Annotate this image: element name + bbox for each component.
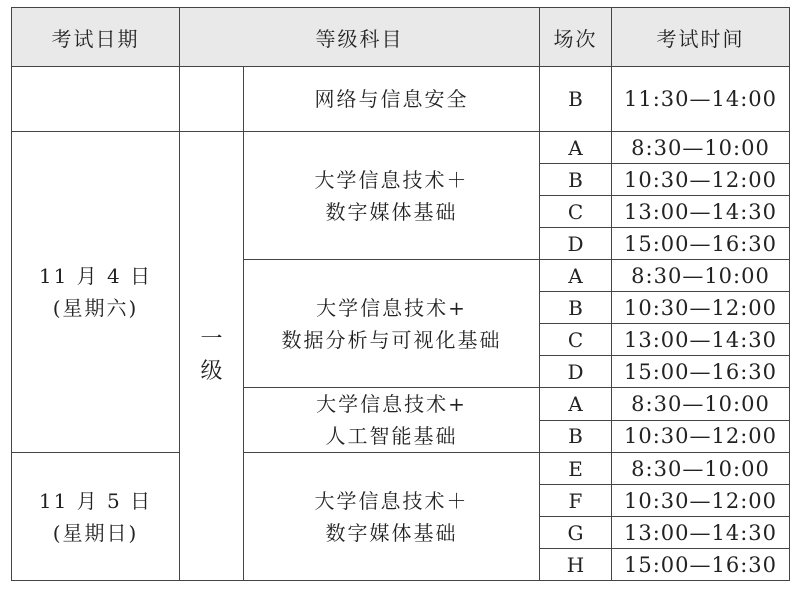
header-time: 考试时间 [612, 8, 790, 67]
date-cell-nov5 [12, 453, 180, 581]
subject-line: 数字媒体基础 [325, 520, 458, 545]
header-subject: 等级科目 [180, 8, 540, 67]
empty-date-cell [12, 67, 180, 132]
header-date: 考试日期 [12, 8, 180, 67]
table-row [12, 453, 790, 485]
time-cell: 15:00—16:30 [612, 228, 790, 260]
subject-cell [244, 132, 540, 260]
level-line: 一 [200, 327, 223, 352]
time-cell: 10:30—12:00 [612, 164, 790, 196]
subject-cell: 网络与信息安全 [244, 67, 540, 132]
subject-line: 大学信息技术+ [316, 295, 467, 320]
subject-cell [244, 260, 540, 388]
level-line: 级 [200, 359, 223, 384]
session-cell: F [540, 485, 612, 517]
subject-cell [244, 453, 540, 581]
time-cell: 8:30—10:00 [612, 260, 790, 292]
session-cell: G [540, 517, 612, 549]
session-cell: D [540, 356, 612, 388]
time-cell: 8:30—10:00 [612, 453, 790, 485]
date-line: 11 月 4 日 [38, 264, 153, 288]
time-cell: 15:00—16:30 [612, 549, 790, 581]
subject-line: 人工智能基础 [325, 424, 458, 448]
session-cell: C [540, 196, 612, 228]
session-cell: B [540, 292, 612, 324]
subject-line: 数据分析与可视化基础 [281, 327, 502, 352]
session-cell: A [540, 132, 612, 164]
time-cell: 8:30—10:00 [612, 132, 790, 164]
session-cell: A [540, 388, 612, 421]
session-cell: B [540, 164, 612, 196]
level-cell [180, 132, 244, 581]
time-cell: 10:30—12:00 [612, 420, 790, 453]
time-cell: 10:30—12:00 [612, 485, 790, 517]
header-row [12, 8, 790, 67]
time-cell: 13:00—14:30 [612, 324, 790, 356]
time-cell: 10:30—12:00 [612, 292, 790, 324]
empty-level-cell [180, 67, 244, 132]
time-cell: 15:00—16:30 [612, 356, 790, 388]
date-line: 11 月 5 日 [38, 488, 153, 513]
time-cell: 13:00—14:30 [612, 517, 790, 549]
header-session: 场次 [540, 8, 612, 67]
session-cell: E [540, 453, 612, 485]
time-cell: 11:30—14:00 [612, 67, 790, 132]
subject-line: 大学信息技术＋ [314, 488, 469, 513]
session-cell: C [540, 324, 612, 356]
session-cell: H [540, 549, 612, 581]
subject-line: 大学信息技术+ [316, 392, 467, 416]
session-cell: D [540, 228, 612, 260]
weekday-line: (星期六) [52, 296, 139, 320]
date-cell-nov4 [12, 132, 180, 453]
subject-line: 大学信息技术＋ [314, 167, 469, 192]
session-cell: B [540, 420, 612, 453]
session-cell: A [540, 260, 612, 292]
session-cell: B [540, 67, 612, 132]
time-cell: 13:00—14:30 [612, 196, 790, 228]
weekday-line: (星期日) [52, 520, 139, 545]
table-row [12, 67, 790, 132]
subject-line: 数字媒体基础 [325, 199, 458, 224]
exam-schedule-table [11, 7, 790, 581]
time-cell: 8:30—10:00 [612, 388, 790, 421]
table-row [12, 132, 790, 164]
subject-cell [244, 388, 540, 453]
